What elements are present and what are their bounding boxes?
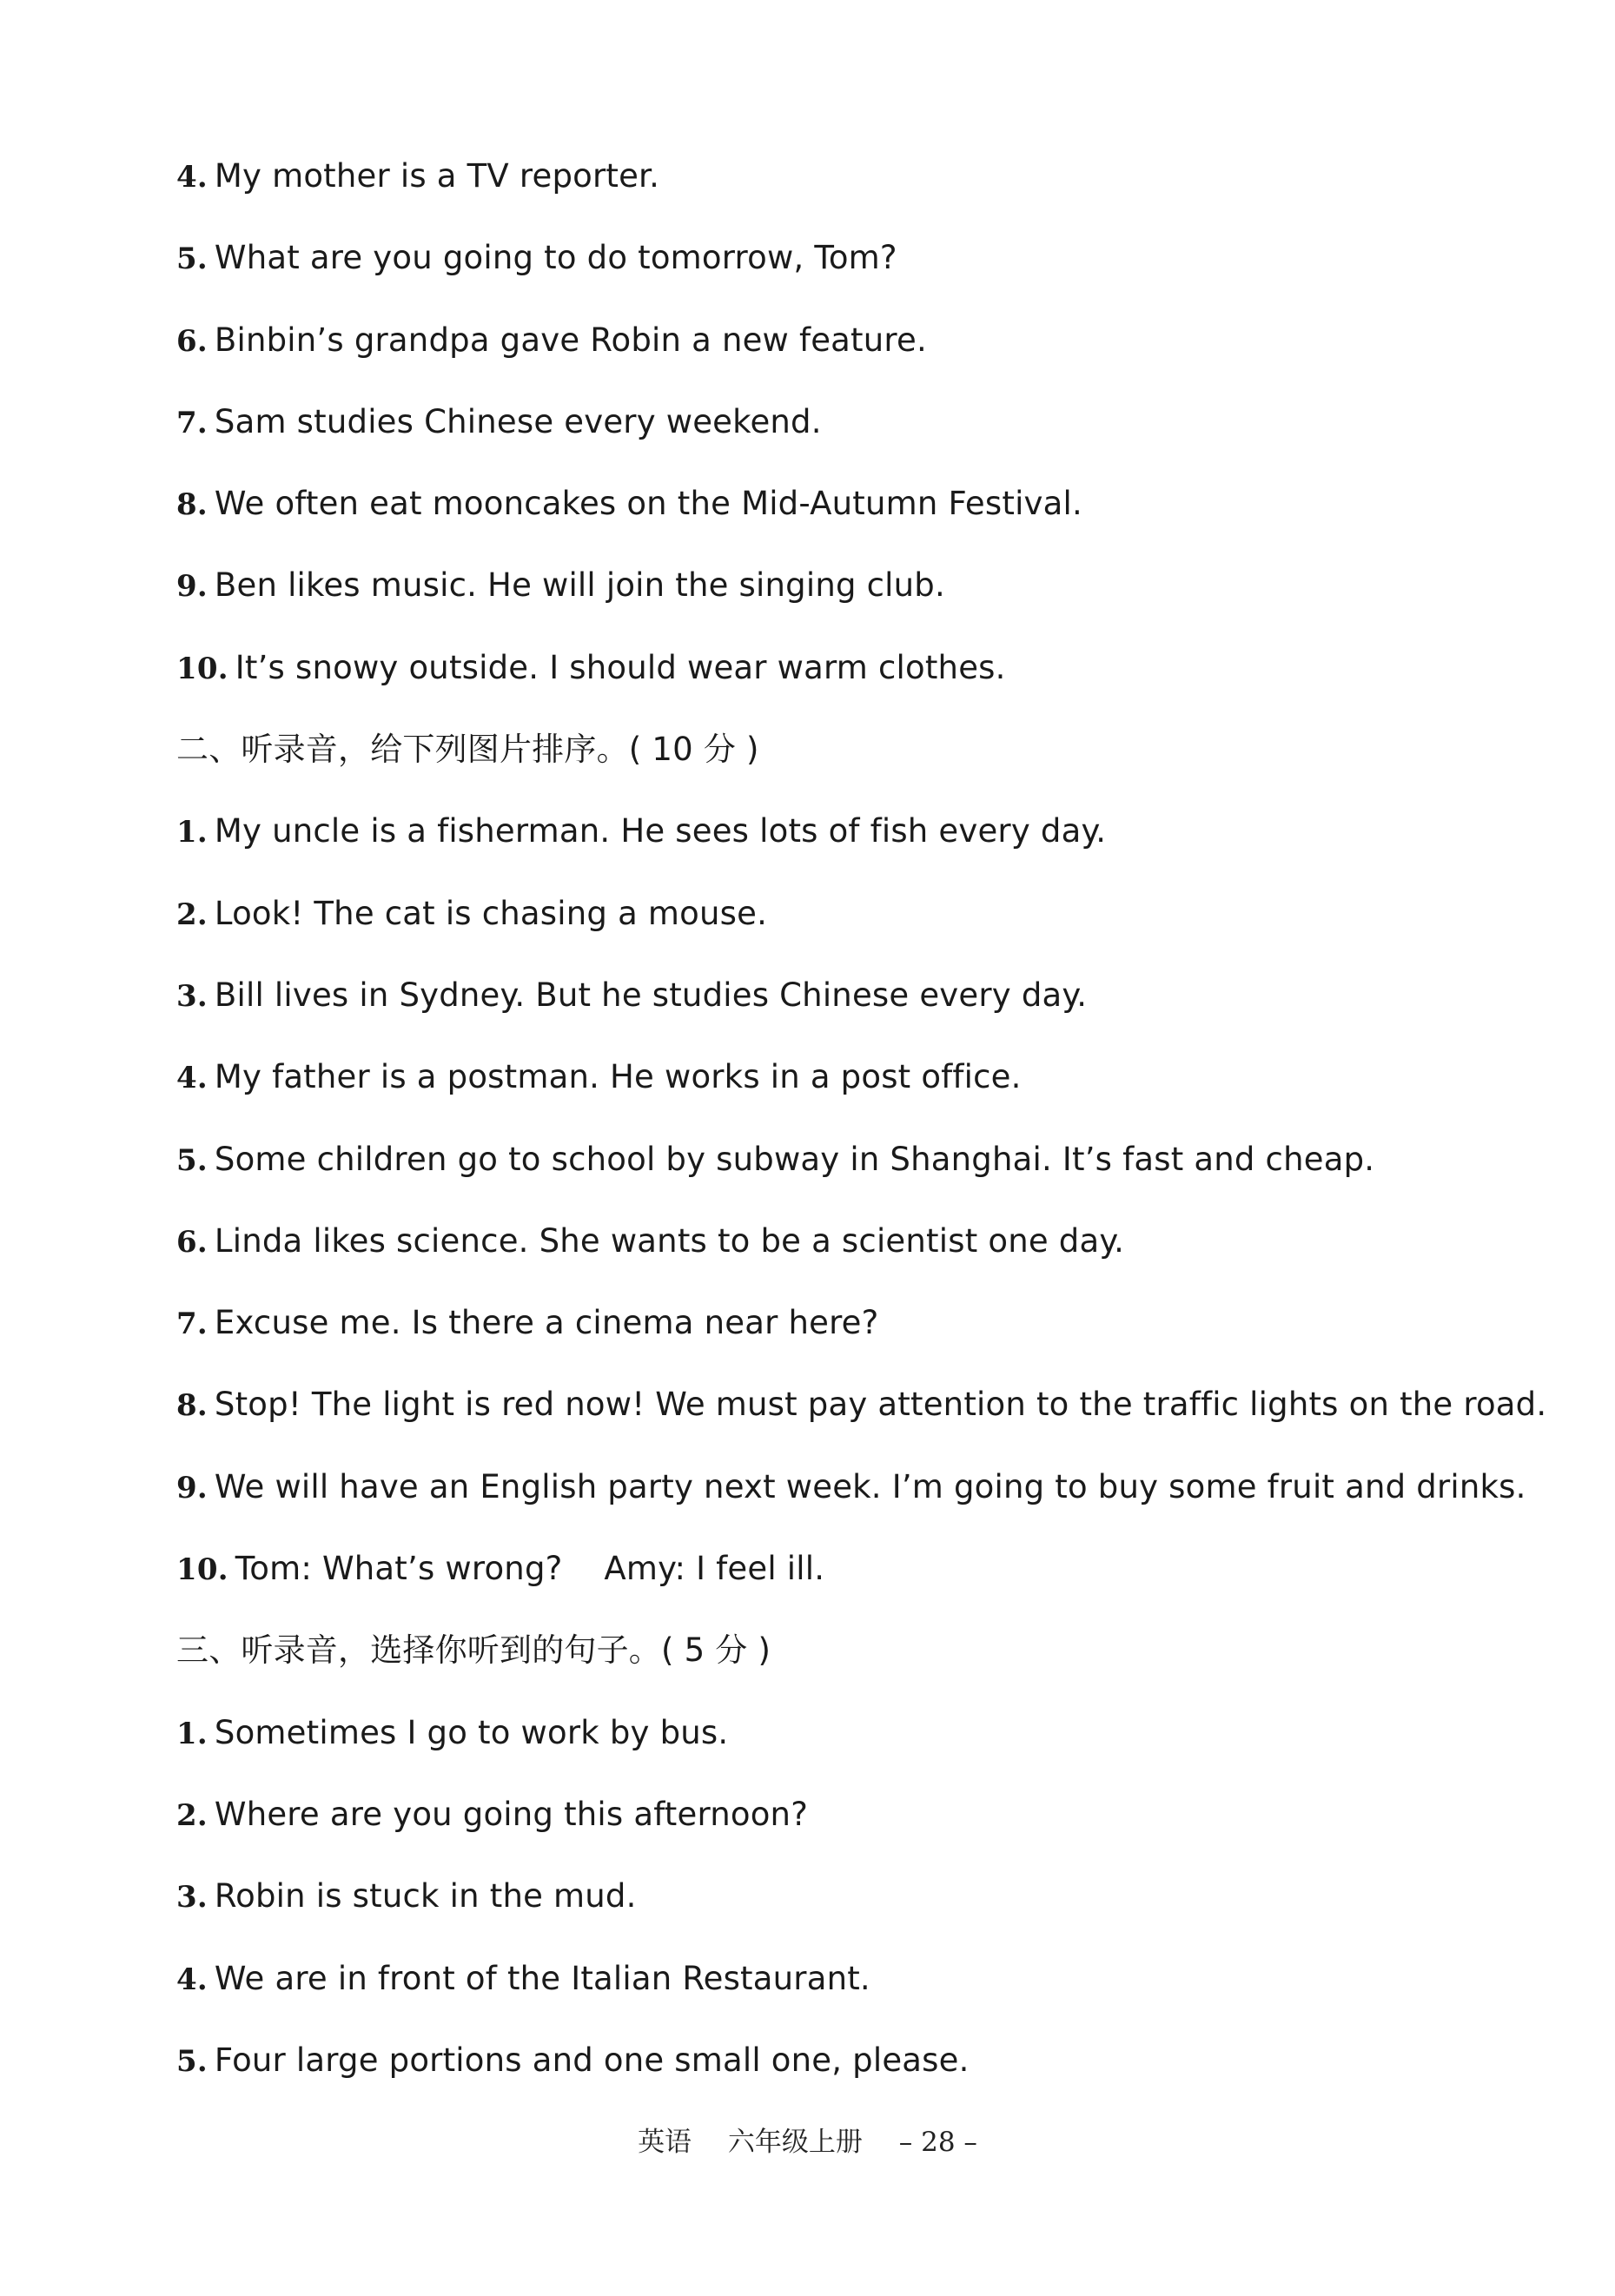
item-text: Bill lives in Sydney. But he studies Chinese every day. xyxy=(214,976,1088,1014)
item-number: 4. xyxy=(176,1962,208,1997)
transcript-item xyxy=(176,642,1532,724)
item-text: Tom: What’s wrong? Amy: I feel ill. xyxy=(235,1550,825,1588)
item-number: 6. xyxy=(176,323,208,359)
item-number: 3. xyxy=(176,978,208,1014)
transcript-item xyxy=(176,1953,1532,2035)
footer-grade: 六年级上册 xyxy=(727,2127,863,2158)
transcript-item xyxy=(176,1870,1532,1952)
transcript-item xyxy=(176,1215,1532,1297)
item-text: Look! The cat is chasing a mouse. xyxy=(214,894,768,932)
transcript-item xyxy=(176,1051,1532,1133)
item-number: 8. xyxy=(176,1388,208,1424)
item-number: 9. xyxy=(176,569,208,605)
item-number: 4. xyxy=(176,160,208,195)
transcript-item xyxy=(176,1789,1532,1870)
item-text: Where are you going this afternoon? xyxy=(214,1795,809,1833)
item-text: It’s snowy outside. I should wear warm clothes. xyxy=(235,648,1006,686)
item-number: 4. xyxy=(176,1061,208,1096)
transcript-item xyxy=(176,314,1532,396)
item-text: Ben likes music. He will join the singing club. xyxy=(214,566,945,605)
item-text: Sam studies Chinese every weekend. xyxy=(214,402,822,440)
item-text: Robin is stuck in the mud. xyxy=(214,1877,637,1916)
section-heading-text: 三、听录音，选择你听到的句子。( 5 分 ) xyxy=(176,1631,771,1670)
page-footer xyxy=(0,2120,1615,2159)
item-text: Linda likes science. She wants to be a scientist one day. xyxy=(214,1221,1125,1260)
item-text: My uncle is a fisherman. He sees lots of fish every day. xyxy=(214,812,1107,850)
item-number: 3. xyxy=(176,1880,208,1916)
item-text: Binbin’s grandpa gave Robin a new feature. xyxy=(214,321,927,359)
item-text: Stop! The light is red now! We must pay attention to the traffic lights on the road. xyxy=(214,1386,1547,1424)
transcript-item xyxy=(176,1134,1532,1215)
item-text: My father is a postman. He works in a post office. xyxy=(214,1058,1022,1096)
item-number: 8. xyxy=(176,487,208,523)
item-text: Excuse me. Is there a cinema near here? xyxy=(214,1304,879,1342)
item-number: 1. xyxy=(176,815,208,850)
item-text: Some children go to school by subway in Shanghai. It’s fast and cheap. xyxy=(214,1140,1375,1178)
item-number: 10. xyxy=(176,651,228,686)
item-text: Four large portions and one small one, please. xyxy=(214,2041,970,2079)
item-number: 10. xyxy=(176,1552,228,1588)
transcript-item xyxy=(176,1543,1532,1624)
section-heading-text: 二、听录音，给下列图片排序。( 10 分 ) xyxy=(176,731,759,769)
item-number: 5. xyxy=(176,1142,208,1178)
item-text: Sometimes I go to work by bus. xyxy=(214,1713,729,1751)
section-heading xyxy=(176,1624,1532,1706)
transcript-lines xyxy=(176,150,1547,2116)
transcript-item xyxy=(176,232,1532,314)
transcript-item xyxy=(176,1379,1547,1460)
item-text: We will have an English party next week. I’m going to buy some fruit and drinks. xyxy=(214,1467,1526,1505)
section-heading xyxy=(176,724,1532,805)
item-number: 2. xyxy=(176,1797,208,1833)
item-text: We often eat mooncakes on the Mid-Autumn Festival. xyxy=(214,485,1082,523)
item-number: 6. xyxy=(176,1224,208,1260)
item-text: We are in front of the Italian Restaurant. xyxy=(214,1959,870,1997)
footer-page-number: – 28 – xyxy=(898,2127,977,2158)
transcript-item xyxy=(176,478,1532,559)
item-number: 9. xyxy=(176,1470,208,1505)
item-text: My mother is a TV reporter. xyxy=(214,157,660,195)
item-number: 7. xyxy=(176,1307,208,1342)
item-number: 1. xyxy=(176,1716,208,1751)
transcript-item xyxy=(176,1297,1532,1379)
transcript-item xyxy=(176,2035,1532,2116)
item-number: 2. xyxy=(176,897,208,932)
item-text: What are you going to do tomorrow, Tom? xyxy=(214,239,897,277)
transcript-item xyxy=(176,969,1532,1051)
item-number: 5. xyxy=(176,2043,208,2079)
transcript-item xyxy=(176,888,1532,969)
transcript-item xyxy=(176,1461,1532,1543)
transcript-item xyxy=(176,396,1532,478)
transcript-item xyxy=(176,559,1532,641)
transcript-item xyxy=(176,805,1532,887)
transcript-item xyxy=(176,150,1532,232)
item-number: 7. xyxy=(176,405,208,440)
transcript-item xyxy=(176,1707,1532,1789)
footer-subject: 英语 xyxy=(638,2127,692,2158)
item-number: 5. xyxy=(176,242,208,277)
